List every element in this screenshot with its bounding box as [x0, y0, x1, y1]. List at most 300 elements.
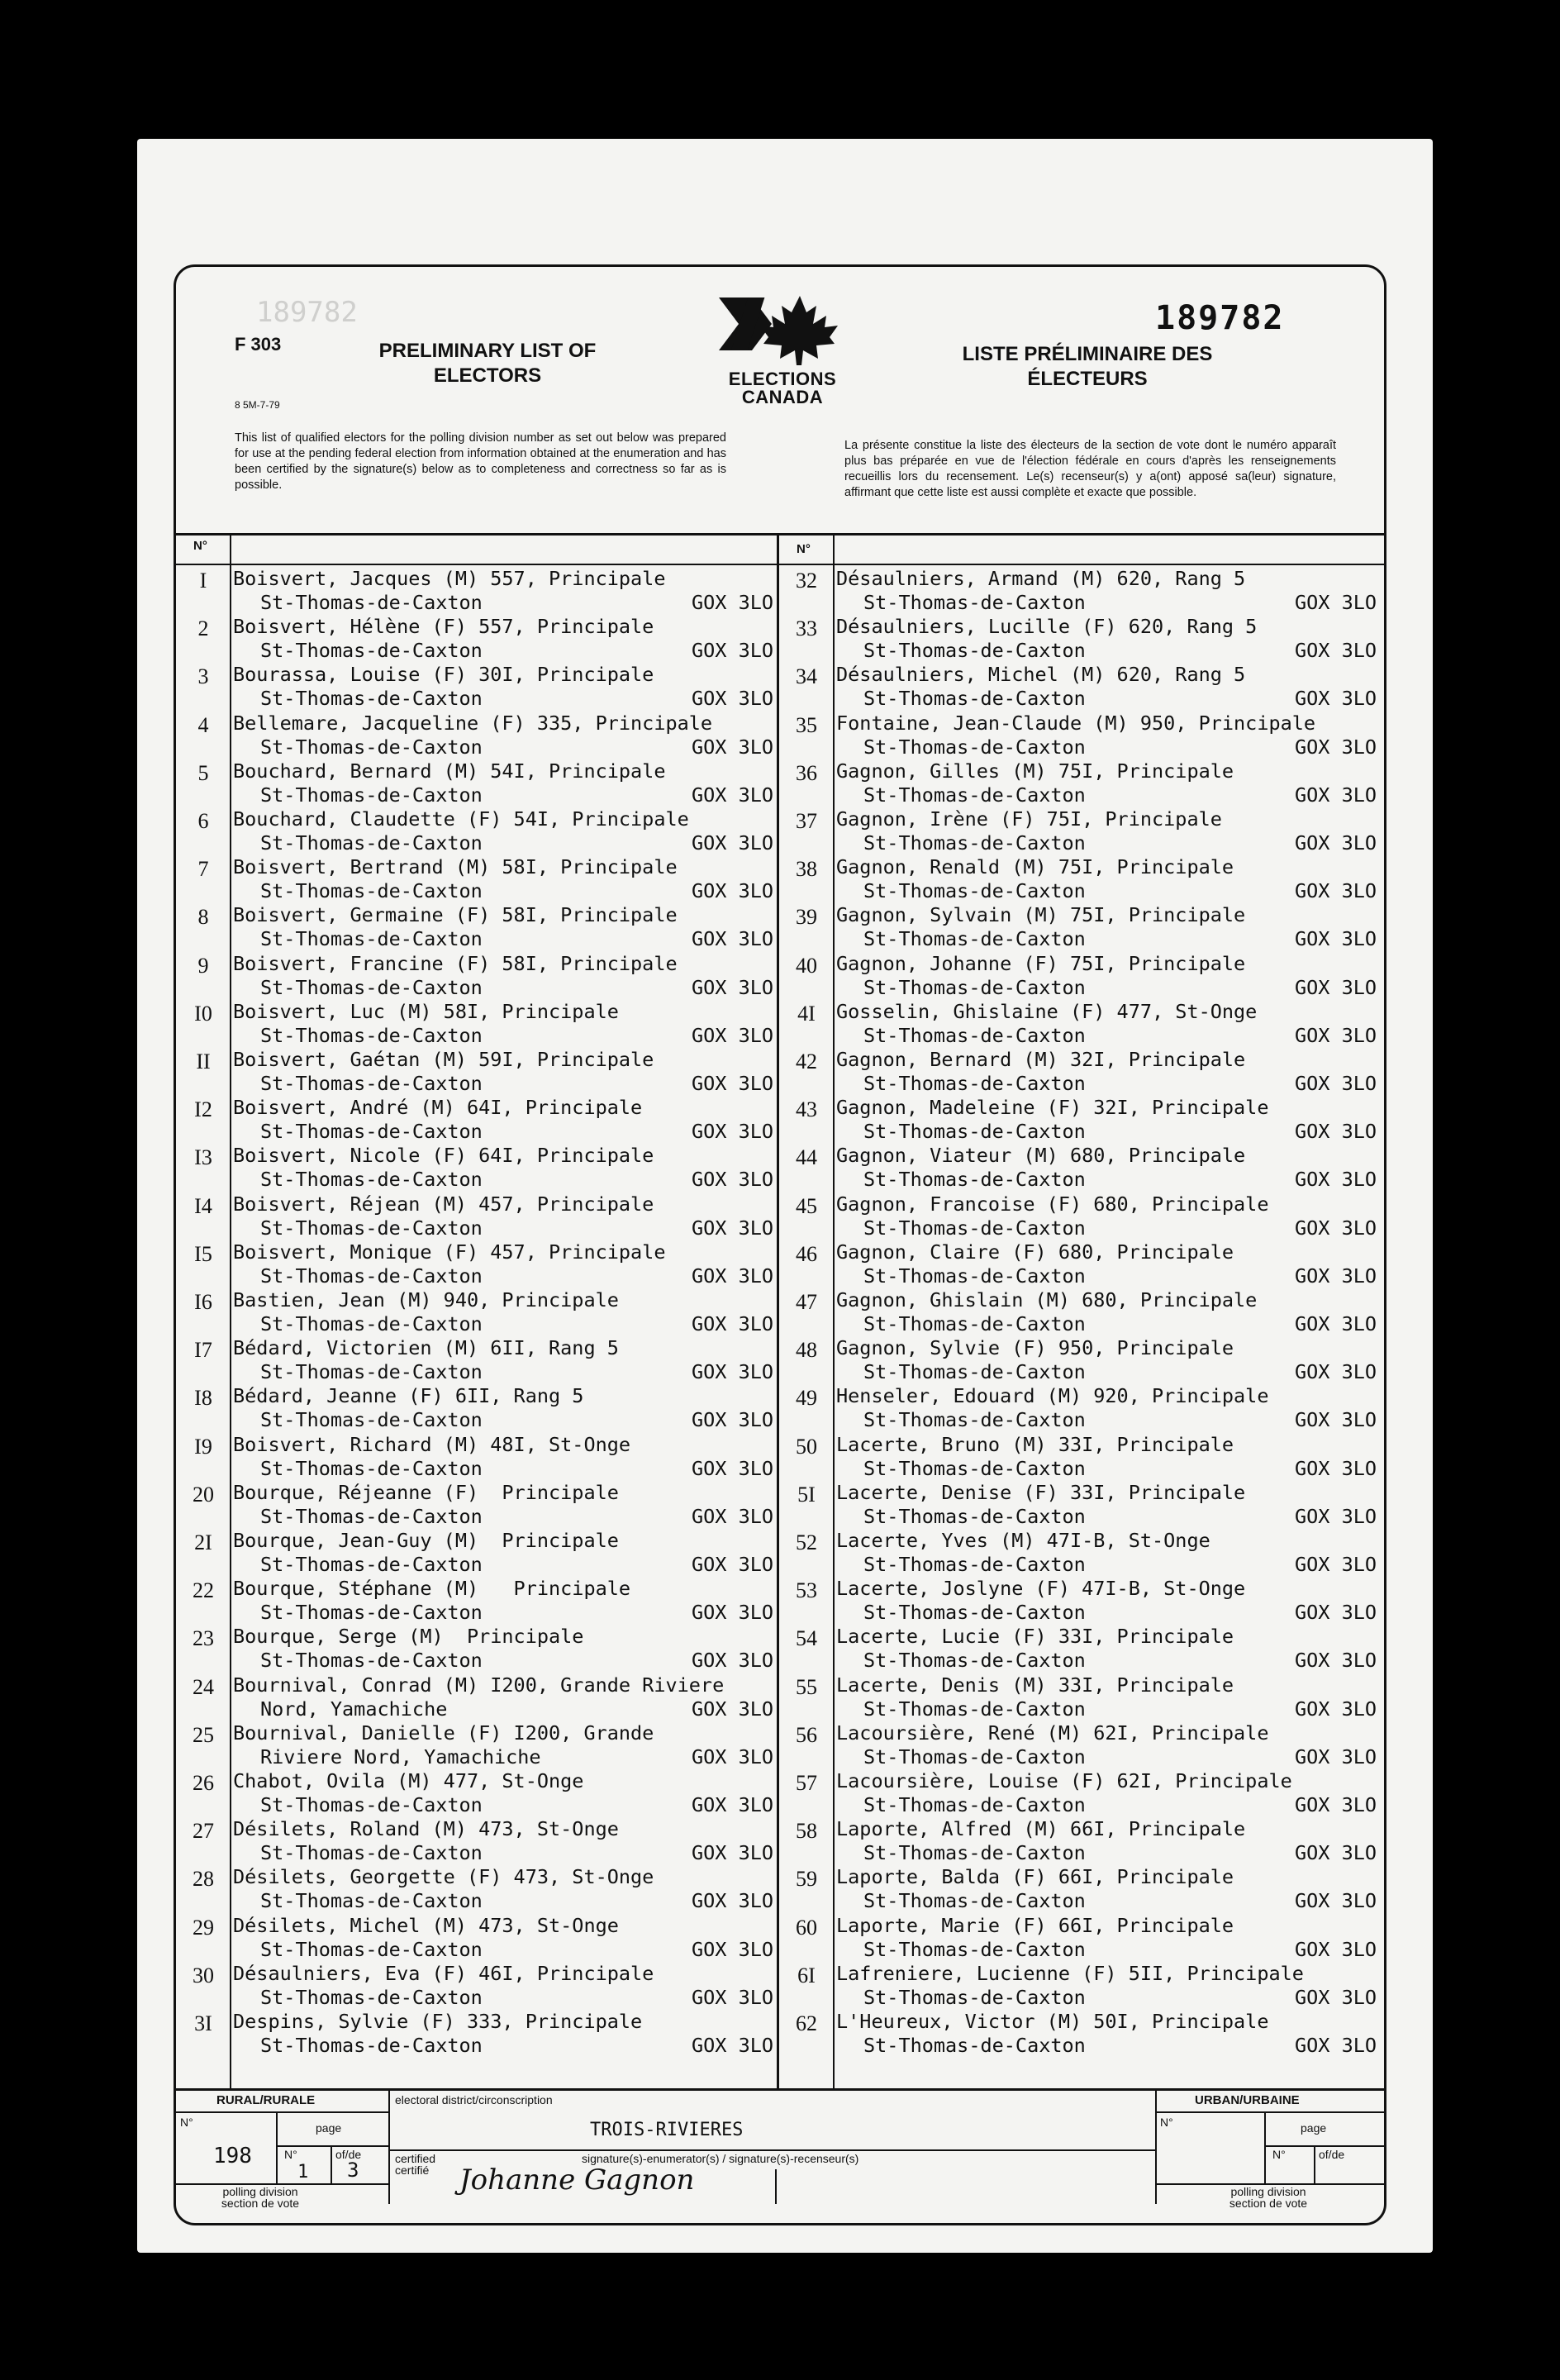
elector-entry: [777, 1000, 1388, 1048]
elector-entry: [174, 1721, 777, 1769]
elector-entry: [777, 1096, 1388, 1144]
elector-name-address: Désaulniers, Lucille (F) 620, Rang 5: [836, 615, 1258, 639]
elector-name-address: Fontaine, Jean-Claude (M) 950, Principale: [836, 711, 1316, 735]
footer-top-rule: [175, 2088, 1385, 2091]
table-top-rule: [175, 533, 1385, 536]
elector-postal-code: GOX 3LO: [692, 1793, 774, 1816]
elector-entry: [777, 663, 1388, 711]
elector-name-address: Gagnon, Madeleine (F) 32I, Principale: [836, 1096, 1269, 1120]
elector-locality: St-Thomas-de-Caxton: [863, 975, 1086, 999]
elector-entry: [777, 1192, 1388, 1240]
elector-number: 22: [193, 1578, 214, 1603]
elector-postal-code: GOX 3LO: [1295, 1504, 1377, 1528]
elector-number: I3: [194, 1145, 212, 1170]
elector-locality: St-Thomas-de-Caxton: [863, 1649, 1086, 1673]
elector-postal-code: GOX 3LO: [692, 591, 774, 614]
elector-name-address: Lacerte, Joslyne (F) 47I-B, St-Onge: [836, 1577, 1246, 1601]
title-french: LISTE PRÉLIMINAIRE DES ÉLECTEURS: [962, 343, 1213, 390]
elector-name-address: Bournival, Danielle (F) I200, Grande: [233, 1721, 654, 1745]
elector-number: 27: [193, 1819, 214, 1844]
elector-entry: [174, 1288, 777, 1336]
elector-postal-code: GOX 3LO: [1295, 1023, 1377, 1047]
elector-number: I0: [194, 1001, 212, 1026]
enumerator-signature: Johanne Gagnon: [459, 2163, 695, 2197]
elector-name-address: Bourque, Serge (M) Principale: [233, 1625, 584, 1649]
elector-number: 34: [796, 664, 817, 689]
form-number: F 303: [235, 334, 282, 355]
elector-entry: [777, 807, 1388, 855]
elector-name-address: Lacoursière, René (M) 62I, Principale: [836, 1721, 1269, 1745]
elector-postal-code: GOX 3LO: [1295, 1601, 1377, 1625]
elector-name-address: Bellemare, Jacqueline (F) 335, Principale: [233, 711, 713, 735]
elector-number: 40: [796, 953, 817, 978]
faint-stamp-number: 189782: [256, 296, 358, 329]
elector-number: 23: [193, 1626, 214, 1651]
elector-name-address: Bouchard, Claudette (F) 54I, Principale: [233, 807, 689, 831]
elector-name-address: Boisvert, Hélène (F) 557, Principale: [233, 615, 654, 639]
elector-postal-code: GOX 3LO: [692, 1168, 774, 1192]
elector-postal-code: GOX 3LO: [692, 1072, 774, 1095]
elector-entry: [777, 1529, 1388, 1577]
elector-entry: [777, 2010, 1388, 2058]
elector-number: I6: [194, 1290, 212, 1314]
elector-entry: [777, 1817, 1388, 1865]
elector-postal-code: GOX 3LO: [1295, 2034, 1377, 2057]
serial-number: 189782: [1155, 299, 1285, 337]
elector-locality: St-Thomas-de-Caxton: [260, 1553, 483, 1576]
elector-postal-code: GOX 3LO: [692, 1985, 774, 2009]
elector-postal-code: GOX 3LO: [1295, 1937, 1377, 1961]
elector-postal-code: GOX 3LO: [692, 735, 774, 759]
elector-postal-code: GOX 3LO: [1295, 831, 1377, 854]
page-total: 3: [347, 2159, 359, 2182]
elector-locality: St-Thomas-de-Caxton: [260, 1456, 483, 1480]
elector-postal-code: GOX 3LO: [1295, 1408, 1377, 1432]
elector-entry: [777, 1384, 1388, 1432]
elector-entry: [777, 1433, 1388, 1481]
elector-locality: St-Thomas-de-Caxton: [863, 1889, 1086, 1913]
elector-locality: St-Thomas-de-Caxton: [863, 927, 1086, 951]
elector-name-address: Gagnon, Johanne (F) 75I, Principale: [836, 951, 1246, 975]
title-english: PRELIMINARY LIST OF ELECTORS: [378, 340, 597, 387]
elector-name-address: Bourassa, Louise (F) 30I, Principale: [233, 663, 654, 687]
elector-number: 26: [193, 1771, 214, 1795]
elector-number: 45: [796, 1193, 817, 1218]
elector-postal-code: GOX 3LO: [1295, 735, 1377, 759]
no-header-right: N°: [797, 542, 811, 556]
elector-name-address: Désilets, Michel (M) 473, St-Onge: [233, 1913, 619, 1937]
elector-entry: [174, 1577, 777, 1625]
elector-locality: St-Thomas-de-Caxton: [260, 1360, 483, 1384]
elector-entry: [174, 759, 777, 807]
elector-locality: St-Thomas-de-Caxton: [863, 1408, 1086, 1432]
elector-entry: [174, 1673, 777, 1721]
elector-name-address: Gagnon, Ghislain (M) 680, Principale: [836, 1288, 1258, 1311]
elector-postal-code: GOX 3LO: [1295, 1264, 1377, 1288]
elector-locality: St-Thomas-de-Caxton: [863, 1264, 1086, 1288]
elector-name-address: L'Heureux, Victor (M) 50I, Principale: [836, 2010, 1269, 2033]
elector-locality: St-Thomas-de-Caxton: [260, 1023, 483, 1047]
elector-postal-code: GOX 3LO: [1295, 1841, 1377, 1865]
elector-number: I4: [194, 1193, 212, 1218]
elector-locality: St-Thomas-de-Caxton: [260, 831, 483, 854]
urban-header-rule: [1155, 2111, 1385, 2113]
elector-entry: [174, 807, 777, 855]
elector-locality: St-Thomas-de-Caxton: [863, 1937, 1086, 1961]
table-header-rule: [175, 564, 1385, 565]
elector-locality: St-Thomas-de-Caxton: [260, 1649, 483, 1673]
urban-polling-label: polling division section de vote: [1229, 2185, 1308, 2210]
elector-name-address: Boisvert, Bertrand (M) 58I, Principale: [233, 855, 678, 879]
elector-name-address: Gagnon, Renald (M) 75I, Principale: [836, 855, 1234, 879]
elector-locality: St-Thomas-de-Caxton: [863, 1216, 1086, 1240]
elector-entry: [174, 1048, 777, 1096]
elector-entry: [777, 567, 1388, 615]
elector-number: 25: [193, 1722, 214, 1747]
elector-number: 4: [197, 712, 209, 737]
elector-postal-code: GOX 3LO: [692, 2034, 774, 2057]
elector-postal-code: GOX 3LO: [692, 1456, 774, 1480]
rural-no-label: N°: [180, 2116, 193, 2129]
elector-entry: [174, 567, 777, 615]
elector-locality: St-Thomas-de-Caxton: [863, 1697, 1086, 1721]
elector-postal-code: GOX 3LO: [1295, 1456, 1377, 1480]
elector-entry: [174, 2010, 777, 2058]
elector-postal-code: GOX 3LO: [1295, 1985, 1377, 2009]
elector-entry: [174, 1865, 777, 1913]
footer-urban-divider: [1155, 2088, 1157, 2204]
elector-number: 36: [796, 760, 817, 785]
elector-number: I: [199, 569, 207, 593]
elector-locality: St-Thomas-de-Caxton: [863, 1456, 1086, 1480]
elector-name-address: Désaulniers, Eva (F) 46I, Principale: [233, 1961, 654, 1985]
elector-name-address: Gagnon, Gilles (M) 75I, Principale: [836, 759, 1234, 783]
elector-name-address: Boisvert, Francine (F) 58I, Principale: [233, 951, 678, 975]
elector-number: 58: [796, 1819, 817, 1844]
intro-english: This list of qualified electors for the polling division number as set out below was prepared for use at the pending federal election from information obtained at the enumeration and has been certified by the signature(s) below as to completeness and correctness so far as is possible.: [235, 431, 726, 492]
elector-number: 32: [796, 569, 817, 593]
district-label: electoral district/circonscription: [395, 2093, 553, 2106]
elector-entry: [174, 903, 777, 951]
rural-polling-label: polling division section de vote: [221, 2185, 300, 2210]
elector-name-address: Bédard, Jeanne (F) 6II, Rang 5: [233, 1384, 584, 1408]
elector-name-address: Gagnon, Francoise (F) 680, Principale: [836, 1192, 1269, 1216]
signature-label: signature(s)-enumerator(s) / signature(s)-recenseur(s): [582, 2152, 859, 2165]
elector-number: 48: [796, 1338, 817, 1363]
elector-number: 8: [197, 905, 209, 930]
elector-postal-code: GOX 3LO: [1295, 975, 1377, 999]
elector-number: 44: [796, 1145, 817, 1170]
elector-postal-code: GOX 3LO: [692, 1312, 774, 1335]
elector-locality: St-Thomas-de-Caxton: [260, 1841, 483, 1865]
elector-entry: [777, 1625, 1388, 1673]
elector-number: 20: [193, 1482, 214, 1507]
elector-entry: [174, 1096, 777, 1144]
elector-postal-code: GOX 3LO: [1295, 1120, 1377, 1144]
elector-locality: St-Thomas-de-Caxton: [260, 1120, 483, 1144]
elector-locality: Riviere Nord, Yamachiche: [260, 1745, 541, 1768]
elector-entry: [777, 855, 1388, 903]
elector-name-address: Laporte, Alfred (M) 66I, Principale: [836, 1817, 1246, 1841]
elector-entry: [777, 1577, 1388, 1625]
elector-postal-code: GOX 3LO: [1295, 687, 1377, 711]
elector-name-address: Laporte, Marie (F) 66I, Principale: [836, 1913, 1234, 1937]
rural-of-label: of/de: [335, 2148, 362, 2161]
elector-locality: St-Thomas-de-Caxton: [260, 591, 483, 614]
rural-page-no-label: N°: [284, 2148, 297, 2161]
elector-number: 5I: [797, 1482, 816, 1507]
elector-entry: [174, 1962, 777, 2010]
logo-wordmark: ELECTIONS CANADA: [728, 369, 837, 407]
elector-postal-code: GOX 3LO: [1295, 1216, 1377, 1240]
elector-locality: St-Thomas-de-Caxton: [260, 1889, 483, 1913]
elector-number: 5: [197, 760, 209, 785]
elector-postal-code: GOX 3LO: [692, 1841, 774, 1865]
elector-number: 52: [796, 1530, 817, 1554]
elector-name-address: Chabot, Ovila (M) 477, St-Onge: [233, 1769, 584, 1792]
elector-postal-code: GOX 3LO: [692, 1408, 774, 1432]
rural-page-divider: [276, 2111, 278, 2183]
elector-entry: [777, 1481, 1388, 1529]
elector-postal-code: GOX 3LO: [1295, 639, 1377, 663]
elector-locality: St-Thomas-de-Caxton: [863, 591, 1086, 614]
elector-locality: St-Thomas-de-Caxton: [260, 1985, 483, 2009]
elector-postal-code: GOX 3LO: [1295, 927, 1377, 951]
elector-name-address: Désilets, Georgette (F) 473, St-Onge: [233, 1865, 654, 1889]
elector-locality: St-Thomas-de-Caxton: [260, 1168, 483, 1192]
elector-name-address: Désilets, Roland (M) 473, St-Onge: [233, 1817, 619, 1841]
elector-name-address: Gagnon, Sylvain (M) 75I, Principale: [836, 903, 1246, 927]
elector-number: 33: [796, 616, 817, 641]
elector-number: 49: [796, 1386, 817, 1411]
elector-locality: St-Thomas-de-Caxton: [260, 735, 483, 759]
elector-locality: St-Thomas-de-Caxton: [260, 1504, 483, 1528]
elector-number: 53: [796, 1578, 817, 1603]
elector-entry: [174, 1529, 777, 1577]
page-number: 1: [297, 2162, 309, 2182]
elector-locality: St-Thomas-de-Caxton: [260, 783, 483, 807]
elector-locality: St-Thomas-de-Caxton: [863, 2034, 1086, 2057]
elector-locality: St-Thomas-de-Caxton: [863, 1120, 1086, 1144]
elector-locality: St-Thomas-de-Caxton: [260, 1072, 483, 1095]
elector-locality: St-Thomas-de-Caxton: [863, 1745, 1086, 1768]
elector-number: 9: [197, 953, 209, 978]
elector-entry: [777, 1048, 1388, 1096]
elector-locality: St-Thomas-de-Caxton: [260, 1264, 483, 1288]
elector-locality: St-Thomas-de-Caxton: [863, 1841, 1086, 1865]
elector-locality: St-Thomas-de-Caxton: [863, 1553, 1086, 1576]
elector-name-address: Gagnon, Claire (F) 680, Principale: [836, 1240, 1234, 1264]
elector-number: 56: [796, 1722, 817, 1747]
intro-french: La présente constitue la liste des électeurs de la section de vote dont le numéro apparaît plus bas préparée en vue de l'élection fédérale en cours d'après les renseignements recueillis lors du recensement. Le(s) recenseur(s) y a(ont) apposé sa(leur) signature, affirmant que cette liste est aussi complète et exacte que possible.: [844, 439, 1336, 499]
elector-postal-code: GOX 3LO: [692, 1745, 774, 1768]
elector-entry: [174, 1625, 777, 1673]
elector-entry: [174, 712, 777, 759]
elector-name-address: Boisvert, Luc (M) 58I, Principale: [233, 999, 619, 1023]
elector-locality: St-Thomas-de-Caxton: [260, 1937, 483, 1961]
elector-postal-code: GOX 3LO: [692, 1553, 774, 1576]
elector-entry: [174, 663, 777, 711]
elector-postal-code: GOX 3LO: [692, 687, 774, 711]
elector-locality: St-Thomas-de-Caxton: [863, 879, 1086, 903]
elector-entry: [777, 903, 1388, 951]
elector-number: 30: [193, 1963, 214, 1987]
elector-number: 50: [796, 1434, 817, 1459]
elector-name-address: Bouchard, Bernard (M) 54I, Principale: [233, 759, 666, 783]
elector-number: 57: [796, 1771, 817, 1795]
elector-locality: St-Thomas-de-Caxton: [863, 1793, 1086, 1816]
elector-entry: [777, 1240, 1388, 1288]
elector-entry: [174, 855, 777, 903]
rural-page-label: page: [316, 2121, 342, 2135]
elector-entry: [174, 1144, 777, 1192]
elector-entry: [777, 1962, 1388, 2010]
elector-postal-code: GOX 3LO: [692, 1649, 774, 1673]
urban-no-label: N°: [1160, 2116, 1173, 2129]
elector-locality: St-Thomas-de-Caxton: [260, 1312, 483, 1335]
elector-postal-code: GOX 3LO: [1295, 879, 1377, 903]
elector-entry: [777, 759, 1388, 807]
elector-number: 47: [796, 1290, 817, 1314]
polling-division-number: 198: [213, 2144, 252, 2168]
elector-postal-code: GOX 3LO: [1295, 1312, 1377, 1335]
elector-locality: St-Thomas-de-Caxton: [863, 1023, 1086, 1047]
signature-divider: [775, 2169, 777, 2204]
elector-number: 39: [796, 905, 817, 930]
elector-name-address: Lacerte, Bruno (M) 33I, Principale: [836, 1432, 1234, 1456]
elector-locality: St-Thomas-de-Caxton: [260, 927, 483, 951]
elector-entry: [174, 1000, 777, 1048]
elector-postal-code: GOX 3LO: [692, 879, 774, 903]
elector-number: I7: [194, 1338, 212, 1363]
elector-name-address: Gagnon, Bernard (M) 32I, Principale: [836, 1048, 1246, 1071]
elector-postal-code: GOX 3LO: [692, 1360, 774, 1384]
elector-locality: St-Thomas-de-Caxton: [863, 1360, 1086, 1384]
elector-entry: [174, 1914, 777, 1962]
elector-number: 46: [796, 1241, 817, 1266]
elector-number: I5: [194, 1241, 212, 1266]
elector-name-address: Gagnon, Irène (F) 75I, Principale: [836, 807, 1222, 831]
elector-number: I2: [194, 1097, 212, 1122]
elector-number: 60: [796, 1915, 817, 1940]
rural-header-rule: [175, 2111, 388, 2113]
elector-number: 37: [796, 809, 817, 833]
elector-postal-code: GOX 3LO: [1295, 1745, 1377, 1768]
elector-name-address: Boisvert, Germaine (F) 58I, Principale: [233, 903, 678, 927]
elector-entry: [777, 1336, 1388, 1384]
elector-locality: St-Thomas-de-Caxton: [863, 735, 1086, 759]
elector-locality: St-Thomas-de-Caxton: [260, 2034, 483, 2057]
elector-entry: [174, 1192, 777, 1240]
elector-number: 7: [197, 857, 209, 882]
rural-page-rule: [276, 2145, 388, 2147]
elector-number: 6I: [797, 1963, 816, 1987]
elector-locality: St-Thomas-de-Caxton: [863, 1601, 1086, 1625]
elector-postal-code: GOX 3LO: [692, 1889, 774, 1913]
elector-postal-code: GOX 3LO: [692, 1023, 774, 1047]
elector-postal-code: GOX 3LO: [1295, 1889, 1377, 1913]
elector-locality: St-Thomas-de-Caxton: [260, 879, 483, 903]
elector-number: 42: [796, 1050, 817, 1073]
elector-postal-code: GOX 3LO: [692, 783, 774, 807]
elector-number: 3: [197, 664, 209, 689]
elector-name-address: Gosselin, Ghislaine (F) 477, St-Onge: [836, 999, 1258, 1023]
elector-entry: [777, 1914, 1388, 1962]
elector-postal-code: GOX 3LO: [1295, 1072, 1377, 1095]
footer-rural-divider: [388, 2088, 390, 2204]
elector-name-address: Laporte, Balda (F) 66I, Principale: [836, 1865, 1234, 1889]
elector-name-address: Désaulniers, Michel (M) 620, Rang 5: [836, 663, 1246, 687]
elector-entry: [174, 1433, 777, 1481]
elector-entry: [174, 1384, 777, 1432]
elector-number: 43: [796, 1097, 817, 1122]
elector-locality: Nord, Yamachiche: [260, 1697, 448, 1721]
no-header-left: N°: [193, 539, 207, 553]
elector-postal-code: GOX 3LO: [1295, 1649, 1377, 1673]
elector-locality: St-Thomas-de-Caxton: [863, 1985, 1086, 2009]
elector-entry: [777, 1673, 1388, 1721]
elector-locality: St-Thomas-de-Caxton: [863, 831, 1086, 854]
elector-name-address: Boisvert, Monique (F) 457, Principale: [233, 1240, 666, 1264]
elector-name-address: Lacerte, Yves (M) 47I-B, St-Onge: [836, 1529, 1210, 1552]
elector-name-address: Bourque, Réjeanne (F) Principale: [233, 1480, 619, 1504]
elector-number: 55: [796, 1674, 817, 1699]
elector-number: I8: [194, 1386, 212, 1411]
elector-name-address: Henseler, Edouard (M) 920, Principale: [836, 1384, 1269, 1408]
urban-label: URBAN/URBAINE: [1195, 2093, 1300, 2107]
district-value: TROIS-RIVIERES: [590, 2120, 744, 2140]
elector-locality: St-Thomas-de-Caxton: [260, 1601, 483, 1625]
district-rule: [388, 2149, 1155, 2151]
elector-entry: [777, 1288, 1388, 1336]
elector-entry: [777, 1144, 1388, 1192]
elector-postal-code: GOX 3LO: [692, 1216, 774, 1240]
elector-name-address: Bournival, Conrad (M) I200, Grande Riviere: [233, 1673, 725, 1697]
elector-postal-code: GOX 3LO: [692, 1937, 774, 1961]
elector-entry: [174, 615, 777, 663]
elector-locality: St-Thomas-de-Caxton: [260, 1408, 483, 1432]
elector-name-address: Boisvert, André (M) 64I, Principale: [233, 1096, 643, 1120]
elector-number: 28: [193, 1867, 214, 1892]
elector-postal-code: GOX 3LO: [692, 1264, 774, 1288]
elector-number: 38: [796, 857, 817, 882]
elector-number: II: [196, 1050, 211, 1073]
elector-name-address: Lacerte, Denis (M) 33I, Principale: [836, 1673, 1234, 1697]
elector-name-address: Lafreniere, Lucienne (F) 5II, Principale: [836, 1961, 1304, 1985]
elector-locality: St-Thomas-de-Caxton: [863, 1504, 1086, 1528]
elector-number: 2I: [194, 1530, 212, 1554]
elector-entry: [777, 712, 1388, 759]
elector-locality: St-Thomas-de-Caxton: [260, 639, 483, 663]
elector-name-address: Lacoursière, Louise (F) 62I, Principale: [836, 1769, 1292, 1792]
elector-locality: St-Thomas-de-Caxton: [260, 687, 483, 711]
elector-locality: St-Thomas-de-Caxton: [863, 639, 1086, 663]
elector-number: 62: [796, 2011, 817, 2035]
elector-number: 24: [193, 1674, 214, 1699]
elector-entry: [174, 1240, 777, 1288]
urban-page-no-label: N°: [1272, 2148, 1286, 2161]
elector-name-address: Lacerte, Denise (F) 33I, Principale: [836, 1480, 1246, 1504]
elector-entry: [777, 1769, 1388, 1817]
elector-postal-code: GOX 3LO: [1295, 591, 1377, 614]
elector-name-address: Boisvert, Jacques (M) 557, Principale: [233, 567, 666, 590]
elector-name-address: Despins, Sylvie (F) 333, Principale: [233, 2010, 643, 2033]
elector-name-address: Gagnon, Sylvie (F) 950, Principale: [836, 1336, 1234, 1360]
elector-locality: St-Thomas-de-Caxton: [863, 1072, 1086, 1095]
elector-number: 29: [193, 1915, 214, 1940]
elector-name-address: Gagnon, Viateur (M) 680, Principale: [836, 1144, 1246, 1168]
elector-postal-code: GOX 3LO: [692, 927, 774, 951]
